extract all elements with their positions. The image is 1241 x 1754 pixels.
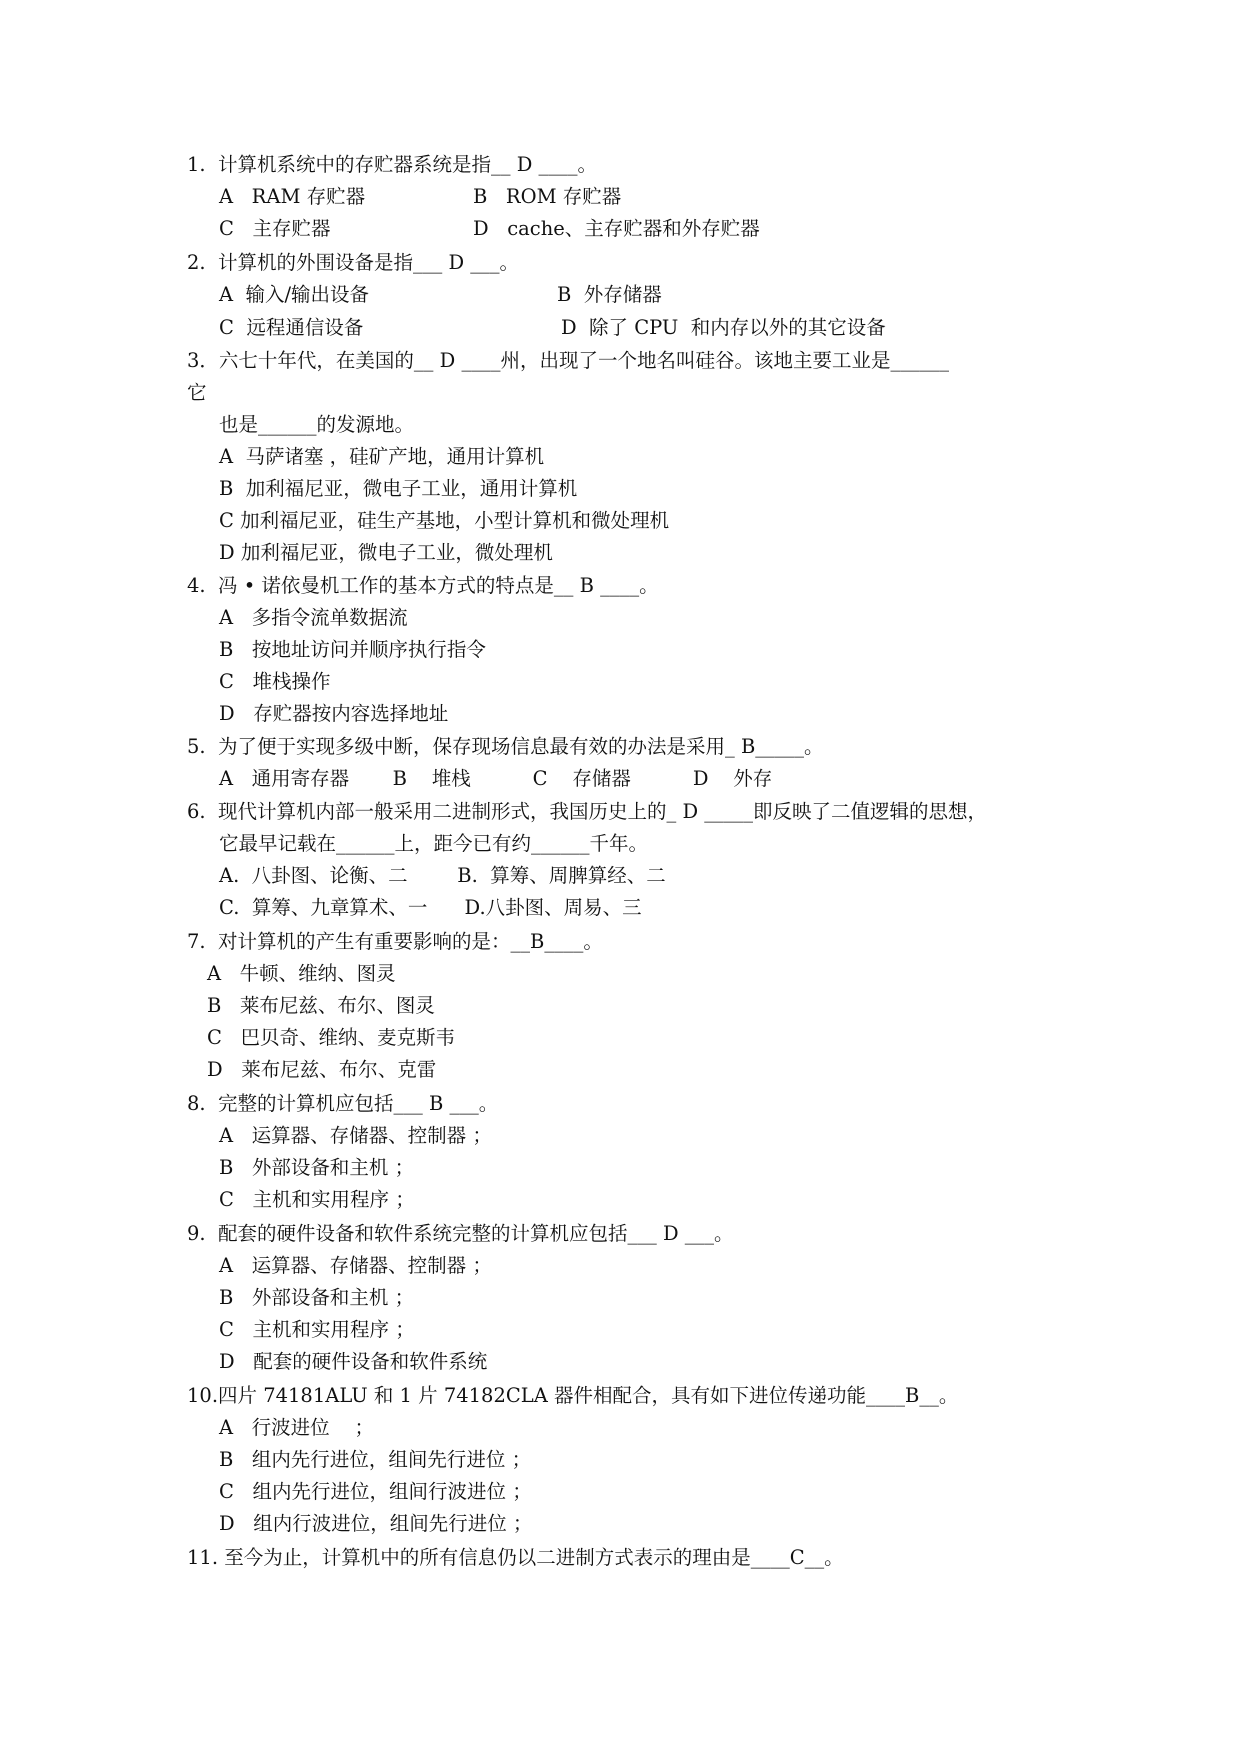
q6-options-cd: C. 算筹、九章算术、一 D.八卦图、周易、三 <box>219 896 642 919</box>
q2-option-a: A 输入/输出设备 <box>219 283 370 306</box>
q2-option-d: D 除了 CPU 和内存以外的其它设备 <box>561 316 886 339</box>
q7-option-c: C 巴贝奇、维纳、麦克斯韦 <box>207 1026 456 1049</box>
q3-option-d: D 加利福尼亚，微电子工业，微处理机 <box>219 541 553 564</box>
q3-option-b: B 加利福尼亚，微电子工业，通用计算机 <box>219 477 578 500</box>
q3-stem-cont: 也是______的发源地。 <box>219 413 415 436</box>
q10-option-b: B 组内先行进位，组间先行进位 ； <box>219 1448 532 1471</box>
q7-option-d: D 莱布尼兹、布尔、克雷 <box>207 1058 437 1081</box>
q6-options-ab: A. 八卦图、论衡、二 B. 算筹、周脾算经、二 <box>219 864 666 887</box>
q1-stem: 1. 计算机系统中的存贮器系统是指__ D ____。 <box>187 153 598 176</box>
q5-options: A 通用寄存器 B 堆栈 C 存储器 D 外存 <box>219 767 773 790</box>
q9-option-b: B 外部设备和主机 ； <box>219 1286 415 1309</box>
q8-stem: 8. 完整的计算机应包括___ B ___。 <box>187 1092 499 1115</box>
q3-option-a: A 马萨诸塞 ，硅矿产地，通用计算机 <box>219 445 545 468</box>
q9-option-a: A 运算器、存储器、控制器 ； <box>219 1254 492 1277</box>
q3-stem: 3．六七十年代，在美国的__ D ____州，出现了一个地名叫硅谷。该地主要工业是______ <box>187 349 949 372</box>
q2-option-c: C 远程通信设备 <box>219 316 364 339</box>
q4-option-a: A 多指令流单数据流 <box>219 606 408 629</box>
q6-stem: 6. 现代计算机内部一般采用二进制形式，我国历史上的_ D _____即反映了二值逻辑的思想， <box>187 800 988 823</box>
q1-option-b: B ROM 存贮器 <box>473 185 622 208</box>
q7-option-b: B 莱布尼兹、布尔、图灵 <box>207 994 435 1017</box>
q4-option-d: D 存贮器按内容选择地址 <box>219 702 449 725</box>
q9-option-d: D 配套的硬件设备和软件系统 <box>219 1350 488 1373</box>
q1-option-a: A RAM 存贮器 <box>219 185 366 208</box>
q11-stem: 11. 至今为止，计算机中的所有信息仍以二进制方式表示的理由是____C__。 <box>187 1546 844 1569</box>
q3-option-c: C 加利福尼亚，硅生产基地，小型计算机和微处理机 <box>219 509 670 532</box>
q4-option-c: C 堆栈操作 <box>219 670 331 693</box>
q10-option-c: C 组内先行进位，组间行波进位 ； <box>219 1480 532 1503</box>
q7-stem: 7. 对计算机的产生有重要影响的是：__B____。 <box>187 930 603 953</box>
q9-stem: 9. 配套的硬件设备和软件系统完整的计算机应包括___ D ___。 <box>187 1222 734 1245</box>
q2-option-b: B 外存储器 <box>557 283 662 306</box>
q2-stem: 2. 计算机的外围设备是指___ D ___。 <box>187 251 520 274</box>
q3-stem-wrap: 它 <box>187 381 207 404</box>
q10-option-a: A 行波进位 ； <box>219 1416 374 1439</box>
q1-option-c: C 主存贮器 <box>219 217 331 240</box>
q8-option-a: A 运算器、存储器、控制器 ； <box>219 1124 492 1147</box>
q5-stem: 5. 为了便于实现多级中断，保存现场信息最有效的办法是采用_ B_____。 <box>187 735 824 758</box>
q10-option-d: D 组内行波进位，组间先行进位 ； <box>219 1512 533 1535</box>
q4-stem: 4. 冯 • 诺依曼机工作的基本方式的特点是__ B ____。 <box>187 574 659 597</box>
q10-stem: 10.四片 74181ALU 和 1 片 74182CLA 器件相配合，具有如下进位传递功能____B__。 <box>187 1384 959 1407</box>
q8-option-b: B 外部设备和主机 ； <box>219 1156 415 1179</box>
q6-stem-cont: 它最早记载在______上，距今已有约______千年。 <box>219 832 649 855</box>
q1-option-d: D cache、主存贮器和外存贮器 <box>473 217 760 240</box>
q8-option-c: C 主机和实用程序 ； <box>219 1188 415 1211</box>
q4-option-b: B 按地址访问并顺序执行指令 <box>219 638 486 661</box>
q7-option-a: A 牛顿、维纳、图灵 <box>207 962 396 985</box>
q9-option-c: C 主机和实用程序 ； <box>219 1318 415 1341</box>
